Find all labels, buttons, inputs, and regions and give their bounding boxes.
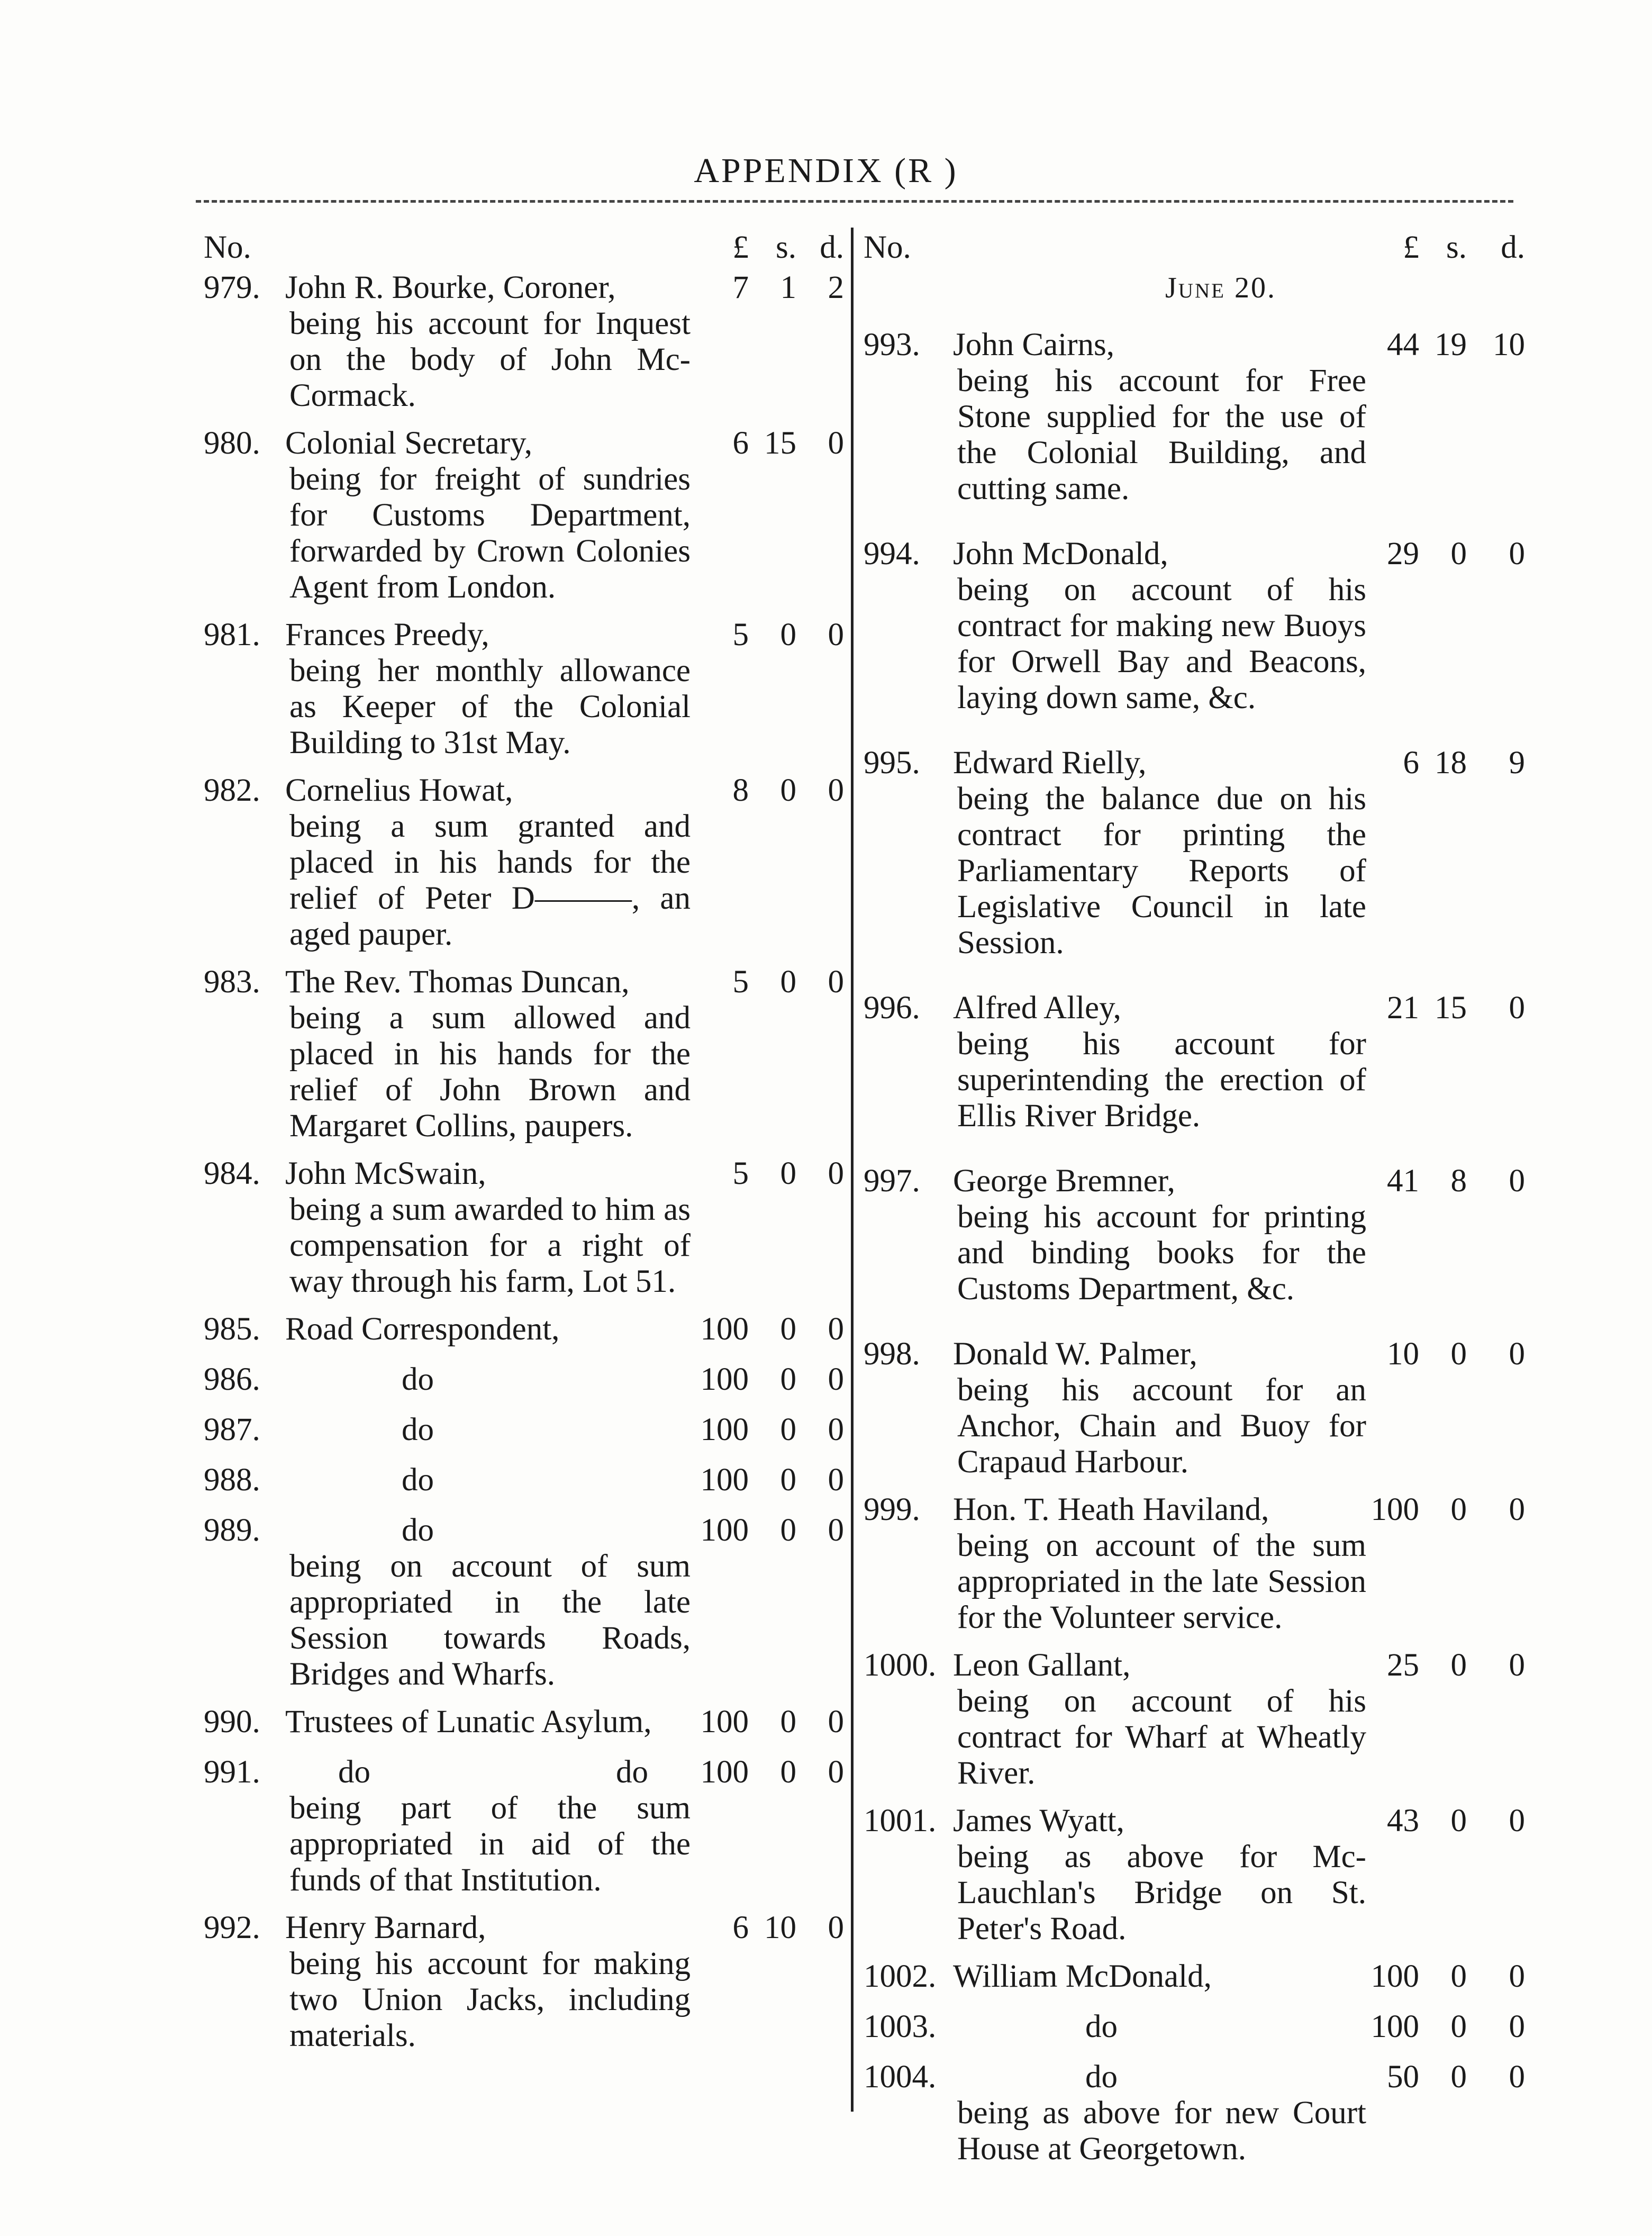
entry-shillings: 0 [780, 1412, 796, 1447]
header-rule [196, 200, 1513, 203]
header-pounds: £ [732, 229, 749, 265]
entry-pence: 0 [828, 1311, 844, 1347]
entry-pounds: 8 [732, 773, 749, 808]
entry-pounds: 100 [700, 1704, 749, 1740]
entry-description: being part of the sum appropriated in aid of the funds of that Institution. [289, 1790, 691, 1898]
entry-payee: do [402, 1462, 434, 1498]
entry-shillings: 0 [780, 773, 796, 808]
entry-number: 984. [204, 1156, 260, 1191]
ledger-entry [864, 1163, 1525, 1307]
entry-pence: 0 [1509, 2009, 1525, 2044]
entry-pence: 0 [1509, 990, 1525, 1026]
entry-description: being on account of his contract for Wharf at Wheatly River. [957, 1683, 1366, 1791]
right-column [864, 225, 1525, 2179]
entry-number: 987. [204, 1412, 260, 1447]
ledger-entry [204, 773, 844, 953]
entry-shillings: 0 [780, 1513, 796, 1548]
ditto-mark: do [616, 1754, 648, 1790]
entry-pence: 0 [828, 1704, 844, 1740]
ledger-entry [204, 1910, 844, 2054]
entry-number: 992. [204, 1910, 260, 1945]
entry-payee: do [402, 1513, 434, 1548]
entry-pounds: 100 [1370, 1492, 1419, 1527]
entry-pounds: 100 [700, 1462, 749, 1498]
entry-pence: 9 [1509, 745, 1525, 781]
ledger-entry [204, 1311, 844, 1347]
entry-shillings: 18 [1435, 745, 1467, 781]
entry-pence: 0 [1509, 2059, 1525, 2095]
entry-shillings: 19 [1435, 327, 1467, 363]
ledger-entry [864, 1336, 1525, 1480]
entry-description: being her monthly allowance as Keeper of the Colonial Building to 31st May. [289, 653, 691, 761]
ledger-entry [204, 964, 844, 1144]
entry-pounds: 10 [1387, 1336, 1419, 1372]
entry-number: 991. [204, 1754, 260, 1790]
entry-pence: 0 [828, 426, 844, 461]
entry-pounds: 29 [1387, 536, 1419, 572]
entry-number: 995. [864, 745, 920, 781]
ledger-entry [864, 327, 1525, 507]
entry-number: 981. [204, 617, 260, 653]
entry-shillings: 0 [1450, 1492, 1467, 1527]
ledger-entry [204, 1462, 844, 1498]
entry-shillings: 0 [1450, 536, 1467, 572]
entry-shillings: 10 [764, 1910, 796, 1945]
entry-number: 993. [864, 327, 920, 363]
ledger-entry [864, 536, 1525, 716]
entry-number: 982. [204, 773, 260, 808]
entry-number: 986. [204, 1362, 260, 1397]
ditto-mark: do [338, 1754, 370, 1790]
entry-pence: 0 [1509, 1163, 1525, 1199]
entry-description: being the balance due on his contract for printing the Parliamentary Reports of Legislative Council in late Session. [957, 781, 1366, 961]
entry-pence: 0 [828, 1910, 844, 1945]
entry-payee: do [1085, 2009, 1118, 2044]
header-no: No. [864, 229, 911, 265]
entry-pounds: 100 [700, 1754, 749, 1790]
entry-pence: 0 [828, 1156, 844, 1191]
entry-pounds: 50 [1387, 2059, 1419, 2095]
section-date: June 20. [1165, 271, 1276, 304]
entry-shillings: 0 [780, 964, 796, 1000]
entry-shillings: 0 [1450, 2059, 1467, 2095]
entry-payee: Leon Gallant, [953, 1647, 1131, 1683]
ledger-entry [864, 745, 1525, 961]
entry-shillings: 0 [1450, 1336, 1467, 1372]
ledger-entry [204, 1704, 844, 1740]
ledger-entry [204, 1513, 844, 1692]
entry-number: 980. [204, 426, 260, 461]
entry-payee: do [402, 1362, 434, 1397]
entry-pounds: 100 [1370, 2009, 1419, 2044]
entry-payee: Road Correspondent, [285, 1311, 560, 1347]
entry-number: 997. [864, 1163, 920, 1199]
header-pence: d. [1501, 229, 1525, 265]
entry-shillings: 0 [780, 1362, 796, 1397]
entry-shillings: 0 [780, 1754, 796, 1790]
entry-shillings: 15 [764, 426, 796, 461]
entry-payee: Edward Rielly, [953, 745, 1147, 781]
entry-pounds: 6 [732, 426, 749, 461]
entry-payee: Henry Barnard, [285, 1910, 486, 1945]
ledger-entry [864, 1803, 1525, 1947]
entry-pence: 0 [1509, 1336, 1525, 1372]
entry-description: being a sum granted and placed in his hands for the relief of Peter D———, an aged pauper. [289, 809, 691, 952]
entry-pounds: 41 [1387, 1163, 1419, 1199]
ledger-entry [864, 1647, 1525, 1791]
entry-description: being his account for Inquest on the body of John Mc-Cormack. [289, 306, 691, 413]
column-divider [851, 228, 854, 2112]
ledger-entry [204, 426, 844, 605]
entry-description: being as above for new Court House at Georgetown. [957, 2095, 1366, 2167]
entry-payee: John R. Bourke, Coroner, [285, 270, 616, 305]
entry-shillings: 1 [780, 270, 796, 305]
entry-payee: William McDonald, [953, 1959, 1212, 1994]
header-pounds: £ [1403, 229, 1419, 265]
entry-payee: Donald W. Palmer, [953, 1336, 1197, 1372]
ledger-entry [864, 1959, 1525, 1995]
entry-pence: 2 [828, 270, 844, 305]
entry-pounds: 7 [732, 270, 749, 305]
right-column-header [864, 225, 1525, 270]
header-no: No. [204, 229, 251, 265]
entry-payee: Hon. T. Heath Haviland, [953, 1492, 1269, 1527]
entry-payee: Alfred Alley, [953, 990, 1121, 1026]
entry-payee: Colonial Secretary, [285, 426, 532, 461]
entry-description: being his account for an Anchor, Chain and Buoy for Crapaud Harbour. [957, 1372, 1366, 1480]
entry-shillings: 0 [1450, 1647, 1467, 1683]
ledger-entry [204, 270, 844, 414]
ledger-entry [204, 1156, 844, 1300]
entry-shillings: 0 [780, 1462, 796, 1498]
entry-shillings: 0 [780, 617, 796, 653]
entry-pence: 0 [828, 1412, 844, 1447]
left-column [204, 225, 844, 2066]
header-pence: d. [820, 229, 844, 265]
entry-shillings: 0 [780, 1156, 796, 1191]
ledger-entry [864, 2009, 1525, 2045]
ledger-entry [204, 1754, 844, 1898]
entry-payee: John McSwain, [285, 1156, 486, 1191]
entry-description: being as above for Mc-Lauchlan's Bridge on St. Peter's Road. [957, 1839, 1366, 1947]
ledger-entry [864, 2059, 1525, 2167]
entry-pounds: 6 [1403, 745, 1419, 781]
entry-pounds: 100 [700, 1412, 749, 1447]
header-shillings: s. [1446, 229, 1467, 265]
entry-number: 1000. [864, 1647, 937, 1683]
entry-pence: 0 [828, 1462, 844, 1498]
entry-pounds: 5 [732, 617, 749, 653]
entry-pounds: 5 [732, 964, 749, 1000]
entry-pence: 0 [828, 1513, 844, 1548]
entry-number: 994. [864, 536, 920, 572]
entry-shillings: 0 [1450, 1959, 1467, 1994]
entry-payee: George Bremner, [953, 1163, 1175, 1199]
entry-payee: John McDonald, [953, 536, 1168, 572]
entry-description: being his account for superintending the erection of Ellis River Bridge. [957, 1026, 1366, 1134]
entry-number: 983. [204, 964, 260, 1000]
entry-description: being a sum allowed and placed in his hands for the relief of John Brown and Margaret Collins, paupers. [289, 1000, 691, 1144]
entry-shillings: 0 [1450, 1803, 1467, 1839]
entry-payee: do [402, 1412, 434, 1447]
entry-number: 1001. [864, 1803, 937, 1839]
entry-payee: Frances Preedy, [285, 617, 489, 653]
entry-description: being his account for printing and binding books for the Customs Department, &c. [957, 1199, 1366, 1307]
entry-description: being his account for making two Union Jacks, including materials. [289, 1946, 691, 2053]
header-shillings: s. [776, 229, 796, 265]
ledger-entry [204, 1412, 844, 1448]
entry-pence: 0 [1509, 1647, 1525, 1683]
entry-pounds: 6 [732, 1910, 749, 1945]
entry-number: 996. [864, 990, 920, 1026]
entry-pounds: 25 [1387, 1647, 1419, 1683]
entry-pounds: 100 [700, 1362, 749, 1397]
entry-pence: 0 [1509, 1959, 1525, 1994]
entry-pence: 0 [828, 1362, 844, 1397]
entry-description: being on account of the sum appropriated in the late Session for the Volunteer service. [957, 1528, 1366, 1635]
entry-number: 989. [204, 1513, 260, 1548]
entry-shillings: 0 [1450, 2009, 1467, 2044]
entry-description: being on account of sum appropriated in the late Session towards Roads, Bridges and Wharfs. [289, 1549, 691, 1692]
entry-pounds: 100 [1370, 1959, 1419, 1994]
entry-number: 999. [864, 1492, 920, 1527]
entry-shillings: 15 [1435, 990, 1467, 1026]
entry-payee [285, 1754, 691, 1790]
entry-pounds: 5 [732, 1156, 749, 1191]
entry-description: being a sum awarded to him as compensation for a right of way through his farm, Lot 51. [289, 1192, 691, 1299]
entry-pence: 0 [1509, 1492, 1525, 1527]
entry-payee: do [1085, 2059, 1118, 2095]
entry-payee: James Wyatt, [953, 1803, 1124, 1839]
entry-shillings: 0 [780, 1311, 796, 1347]
entry-pence: 0 [828, 964, 844, 1000]
entry-pounds: 100 [700, 1513, 749, 1548]
ledger-entry [204, 1362, 844, 1398]
entry-number: 998. [864, 1336, 920, 1372]
entry-number: 1004. [864, 2059, 937, 2095]
entry-description: being for freight of sundries for Customs Department, forwarded by Crown Colonies Agent from London. [289, 461, 691, 605]
entry-payee: Trustees of Lunatic Asylum, [285, 1704, 652, 1740]
entry-pence: 0 [1509, 536, 1525, 572]
entry-description: being on account of his contract for making new Buoys for Orwell Bay and Beacons, laying down same, &c. [957, 572, 1366, 716]
entry-payee: The Rev. Thomas Duncan, [285, 964, 630, 1000]
entry-pounds: 43 [1387, 1803, 1419, 1839]
entry-number: 1002. [864, 1959, 937, 1994]
entry-number: 979. [204, 270, 260, 305]
entry-number: 990. [204, 1704, 260, 1740]
entry-shillings: 0 [780, 1704, 796, 1740]
entry-number: 985. [204, 1311, 260, 1347]
entry-pounds: 100 [700, 1311, 749, 1347]
entry-pence: 0 [828, 1754, 844, 1790]
entry-pence: 0 [1509, 1803, 1525, 1839]
left-column-header [204, 225, 844, 270]
ledger-entry [204, 617, 844, 761]
entry-pence: 0 [828, 773, 844, 808]
entry-payee: Cornelius Howat, [285, 773, 513, 808]
ledger-entry [864, 1492, 1525, 1636]
page-title: APPENDIX (R ) [694, 151, 958, 190]
entry-pence: 10 [1493, 327, 1525, 363]
entry-pence: 0 [828, 617, 844, 653]
entry-shillings: 8 [1450, 1163, 1467, 1199]
entry-pounds: 44 [1387, 327, 1419, 363]
entry-payee: John Cairns, [953, 327, 1114, 363]
entry-pounds: 21 [1387, 990, 1419, 1026]
entry-number: 988. [204, 1462, 260, 1498]
ledger-entry [864, 990, 1525, 1134]
entry-description: being his account for Free Stone supplied for the use of the Colonial Building, and cutting same. [957, 363, 1366, 506]
entry-number: 1003. [864, 2009, 937, 2044]
